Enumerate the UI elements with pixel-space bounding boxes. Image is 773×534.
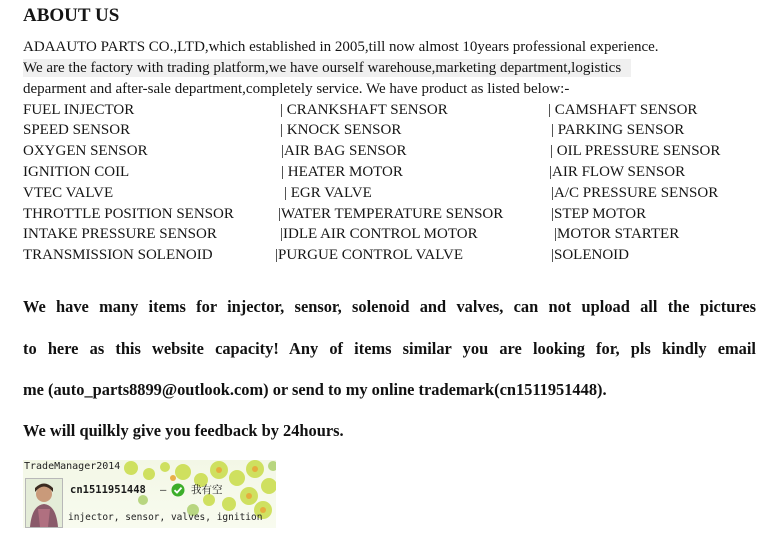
paragraph-line-2: to here as this website capacity! Any of items similar you are looking for, pls kindly email	[23, 339, 756, 358]
product-item: |SOLENOID	[551, 247, 629, 263]
product-item: |AIR FLOW SENSOR	[549, 164, 686, 180]
product-item: |MOTOR STARTER	[554, 226, 680, 242]
paragraph-line-1: We have many items for injector, sensor, solenoid and valves, can not upload all the pictures	[23, 297, 756, 316]
product-item: |WATER TEMPERATURE SENSOR	[278, 206, 504, 222]
product-item: IGNITION COIL	[23, 164, 130, 180]
product-item: |AIR BAG SENSOR	[281, 143, 407, 159]
person-photo	[26, 479, 62, 527]
product-item: | OIL PRESSURE SENSOR	[550, 143, 721, 159]
trademanager-widget[interactable]	[23, 460, 276, 528]
product-item: INTAKE PRESSURE SENSOR	[23, 226, 217, 242]
intro-line-1: ADAAUTO PARTS CO.,LTD,which established in 2005,till now almost 10years professional experience.	[23, 39, 659, 55]
product-item: | PARKING SENSOR	[551, 122, 685, 138]
product-item: |STEP MOTOR	[551, 206, 647, 222]
avatar[interactable]	[25, 478, 63, 528]
product-item: OXYGEN SENSOR	[23, 143, 148, 159]
page-title: ABOUT US	[23, 5, 120, 26]
trademanager-signature: injector, sensor, valves, ignition	[68, 512, 263, 523]
product-item: FUEL INJECTOR	[23, 102, 135, 118]
username-separator: –	[160, 484, 167, 496]
online-status-text: 我有空	[191, 484, 223, 496]
product-item: | KNOCK SENSOR	[280, 122, 402, 138]
product-item: |A/C PRESSURE SENSOR	[551, 185, 719, 201]
product-item: | CAMSHAFT SENSOR	[548, 102, 698, 118]
product-item: | CRANKSHAFT SENSOR	[280, 102, 448, 118]
product-item: THROTTLE POSITION SENSOR	[23, 206, 234, 222]
product-item: |PURGUE CONTROL VALVE	[275, 247, 464, 263]
paragraph-line-3: me (auto_parts8899@outlook.com) or send to my online trademark(cn1511951448).	[23, 380, 607, 399]
online-status-icon	[171, 483, 185, 497]
paragraph-line-4: We will quilkly give you feedback by 24hours.	[23, 421, 344, 440]
product-item: SPEED SENSOR	[23, 122, 131, 138]
intro-line-2: We are the factory with trading platform,we have ourself warehouse,marketing department,logistics	[23, 59, 631, 77]
trademanager-title: TradeManager2014	[24, 461, 121, 472]
product-item: VTEC VALVE	[23, 185, 114, 201]
product-item: TRANSMISSION SOLENOID	[23, 247, 213, 263]
trademanager-username[interactable]: cn1511951448	[70, 484, 146, 496]
product-item: | EGR VALVE	[284, 185, 372, 201]
intro-line-3: deparment and after-sale department,completely service. We have product as listed below:-	[23, 81, 570, 97]
product-item: | HEATER MOTOR	[281, 164, 403, 180]
product-item: |IDLE AIR CONTROL MOTOR	[280, 226, 478, 242]
